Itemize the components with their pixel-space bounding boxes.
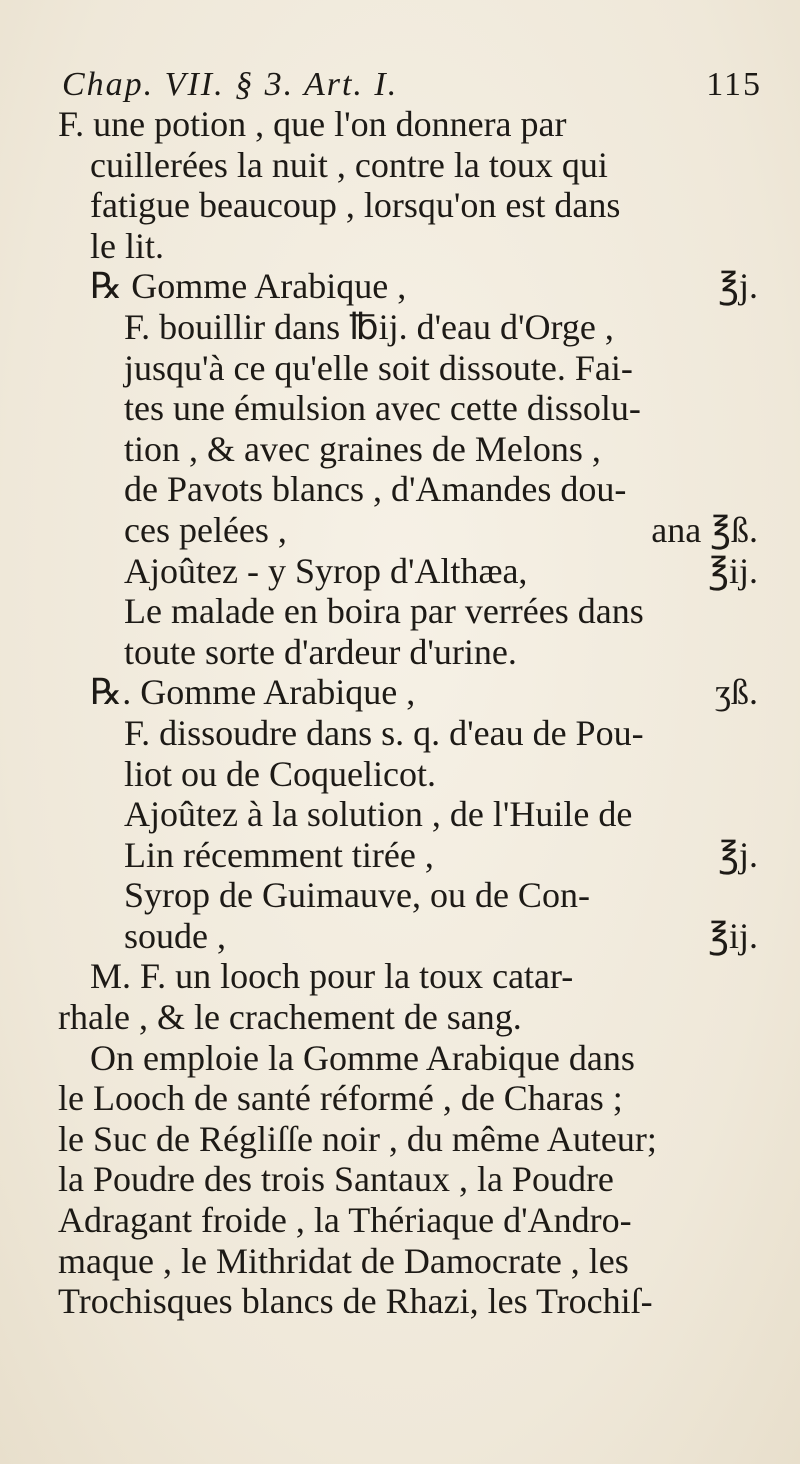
recipe-line: Ajoûtez - y Syrop d'Althæa, ℥ij. [124, 550, 758, 591]
text-line: le lit. [90, 225, 164, 266]
dose: ℥j. [718, 834, 758, 875]
text-line: toute sorte d'ardeur d'urine. [124, 631, 517, 672]
text-line: tion , & avec graines de Melons , [124, 428, 601, 469]
recipe-line: ℞. Gomme Arabique , ʒß. [90, 672, 758, 713]
text-line: Le malade en boira par verrées dans [124, 591, 644, 632]
header-chapter: Chap. VII. § 3. Art. I. [62, 66, 399, 103]
text-line: le Suc de Régliſſe noir , du même Auteur; [58, 1118, 657, 1159]
text-line: la Poudre des trois Santaux , la Poudre [58, 1159, 614, 1200]
recipe-line: soude , ℥ij. [124, 915, 758, 956]
recipe-line: ces pelées , ana ℥ß. [124, 509, 758, 550]
text-line: tes une émulsion avec cette dissolu- [124, 388, 641, 429]
text-line: F. bouillir dans ℔ij. d'eau d'Orge , [124, 306, 614, 347]
text-line: Adragant froide , la Thériaque d'Andro- [58, 1200, 632, 1241]
text-line: M. F. un looch pour la toux catar- [90, 956, 574, 997]
dose: ℥ij. [708, 550, 758, 591]
text-line: maque , le Mithridat de Damocrate , les [58, 1240, 629, 1281]
recipe-line: Lin récemment tirée , ℥j. [124, 834, 758, 875]
text-line: fatigue beaucoup , lorsqu'on est dans [90, 185, 621, 226]
text-line: F. une potion , que l'on donnera par [58, 104, 567, 144]
text-line: rhale , & le crachement de sang. [58, 997, 522, 1038]
text-line: de Pavots blancs , d'Amandes dou- [124, 469, 627, 510]
recipe-line: ℞ Gomme Arabique , ℥j. [90, 266, 758, 307]
text-line: On emploie la Gomme Arabique dans [90, 1037, 635, 1078]
text-line: jusqu'à ce qu'elle soit dissoute. Fai- [124, 347, 633, 388]
text-line: cuillerées la nuit , contre la toux qui [90, 144, 608, 185]
text-line: Syrop de Guimauve, ou de Con- [124, 875, 590, 916]
text-line: Trochisques blancs de Rhazi, les Trochiſ- [58, 1281, 653, 1322]
text-line: liot ou de Coquelicot. [124, 753, 436, 794]
dose: ana ℥ß. [651, 509, 758, 550]
page-text [58, 104, 758, 1322]
text-line: Ajoûtez à la solution , de l'Huile de [124, 794, 633, 835]
text-line: F. dissoudre dans s. q. d'eau de Pou- [124, 712, 644, 753]
dose: ℥ij. [708, 915, 758, 956]
dose: ʒß. [715, 672, 758, 713]
text-line: le Looch de santé réformé , de Charas ; [58, 1078, 623, 1119]
page-number: 115 [706, 66, 762, 103]
dose: ℥j. [718, 266, 758, 307]
